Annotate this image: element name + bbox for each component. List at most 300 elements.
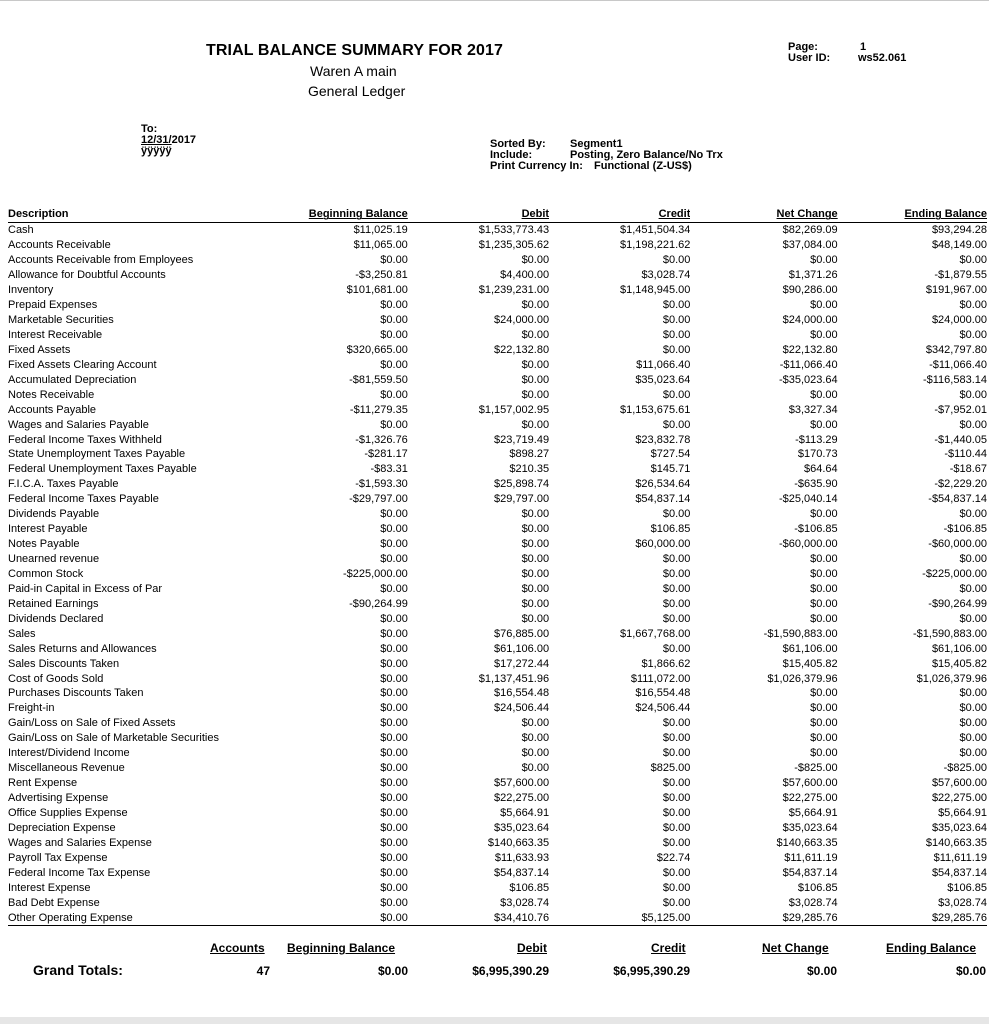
cell-credit: $5,125.00 xyxy=(641,911,691,924)
cell-description: Depreciation Expense xyxy=(8,821,116,834)
cell-net-change: $22,275.00 xyxy=(782,792,838,805)
cell-ending-balance: $11,611.19 xyxy=(933,851,987,864)
cell-description: Payroll Tax Expense xyxy=(8,851,108,864)
table-row xyxy=(8,283,987,298)
cell-description: Federal Unemployment Taxes Payable xyxy=(8,463,197,476)
page-info-values xyxy=(858,42,906,64)
cell-ending-balance: $342,797.80 xyxy=(925,343,987,356)
cell-debit: $1,239,231.00 xyxy=(478,284,550,297)
cell-credit: $0.00 xyxy=(662,866,691,879)
grand-totals-label: Grand Totals: xyxy=(33,962,123,978)
cell-description: Wages and Salaries Payable xyxy=(8,418,149,431)
cell-description: Sales Discounts Taken xyxy=(8,657,120,670)
company-name: Waren A main xyxy=(310,63,397,79)
table-row xyxy=(8,477,987,492)
cell-description: Gain/Loss on Sale of Marketable Securities xyxy=(8,732,219,745)
cell-ending-balance: $35,023.64 xyxy=(931,821,987,834)
cell-debit: $0.00 xyxy=(521,299,550,312)
cell-debit: $5,664.91 xyxy=(500,806,550,819)
page-number: 1 xyxy=(860,41,867,53)
cell-net-change: -$106.85 xyxy=(794,523,838,536)
cell-net-change: $0.00 xyxy=(810,732,838,745)
totals-beginning-value: $0.00 xyxy=(377,964,408,978)
totals-accounts-value: 47 xyxy=(256,964,270,978)
cell-credit: $0.00 xyxy=(662,836,691,849)
cell-net-change: $0.00 xyxy=(810,717,838,730)
table-row xyxy=(8,865,987,880)
cell-debit: $0.00 xyxy=(521,508,550,521)
totals-ending-value: $0.00 xyxy=(955,964,986,978)
table-row xyxy=(8,298,987,313)
cell-debit: $25,898.74 xyxy=(494,478,550,491)
cell-description: Prepaid Expenses xyxy=(8,299,98,312)
table-row xyxy=(8,313,987,328)
cell-ending-balance: $0.00 xyxy=(959,508,987,521)
cell-credit: $24,506.44 xyxy=(635,702,691,715)
cell-ending-balance: $0.00 xyxy=(959,254,987,267)
cell-credit: $0.00 xyxy=(662,343,691,356)
cell-credit: $1,667,768.00 xyxy=(620,627,691,640)
cell-description: Unearned revenue xyxy=(8,553,100,566)
cell-credit: $0.00 xyxy=(662,777,691,790)
cell-net-change: $0.00 xyxy=(810,388,838,401)
cell-beginning-balance: $0.00 xyxy=(380,328,408,341)
cell-beginning-balance: $0.00 xyxy=(380,314,408,327)
totals-debit-value: $6,995,390.29 xyxy=(472,964,549,978)
cell-debit: $0.00 xyxy=(521,717,550,730)
currency-label: Print Currency In: xyxy=(490,160,583,172)
cell-description: Bad Debt Expense xyxy=(8,896,100,909)
col-debit: Debit xyxy=(521,208,550,221)
cell-credit: $0.00 xyxy=(662,508,691,521)
cell-credit: $60,000.00 xyxy=(635,538,691,551)
table-row xyxy=(8,552,987,567)
cell-net-change: $22,132.80 xyxy=(782,343,838,356)
cell-ending-balance: $0.00 xyxy=(959,747,987,760)
cell-beginning-balance: $0.00 xyxy=(380,642,408,655)
cell-description: Gain/Loss on Sale of Fixed Assets xyxy=(8,717,176,730)
cell-net-change: $24,000.00 xyxy=(782,314,838,327)
cell-net-change: $61,106.00 xyxy=(782,642,838,655)
table-row xyxy=(8,581,987,596)
table-row xyxy=(8,402,987,417)
cell-beginning-balance: $0.00 xyxy=(380,299,408,312)
table-row xyxy=(8,641,987,656)
cell-debit: $34,410.76 xyxy=(494,911,550,924)
cell-credit: $0.00 xyxy=(662,299,691,312)
cell-debit: $0.00 xyxy=(521,732,550,745)
cell-ending-balance: -$106.85 xyxy=(943,523,987,536)
cell-beginning-balance: $0.00 xyxy=(380,687,408,700)
cell-description: Interest Receivable xyxy=(8,328,103,341)
cell-ending-balance: $93,294.28 xyxy=(931,224,987,237)
cell-beginning-balance: $0.00 xyxy=(380,508,408,521)
cell-credit: $111,072.00 xyxy=(630,672,691,685)
col-ending-balance: Ending Balance xyxy=(904,208,987,221)
table-row xyxy=(8,895,987,910)
cell-debit: $106.85 xyxy=(509,881,550,894)
cell-description: Federal Income Taxes Withheld xyxy=(8,433,162,446)
cell-debit: $0.00 xyxy=(521,373,550,386)
table-row xyxy=(8,746,987,761)
cell-net-change: $54,837.14 xyxy=(782,866,838,879)
cell-net-change: $0.00 xyxy=(810,597,838,610)
totals-debit-label: Debit xyxy=(517,941,547,955)
cell-ending-balance: -$60,000.00 xyxy=(928,538,987,551)
report-title: TRIAL BALANCE SUMMARY FOR 2017 xyxy=(206,42,503,59)
trial-balance-table xyxy=(8,207,987,926)
cell-debit: $210.35 xyxy=(509,463,550,476)
cell-description: Sales Returns and Allowances xyxy=(8,642,157,655)
cell-beginning-balance: $0.00 xyxy=(380,836,408,849)
col-beginning-balance: Beginning Balance xyxy=(308,208,408,221)
cell-credit: $35,023.64 xyxy=(635,373,691,386)
cell-ending-balance: $24,000.00 xyxy=(931,314,987,327)
cell-description: State Unemployment Taxes Payable xyxy=(8,448,186,461)
cell-credit: $1,866.62 xyxy=(641,657,691,670)
cell-ending-balance: -$116,583.14 xyxy=(922,373,987,386)
cell-description: Paid-in Capital in Excess of Par xyxy=(8,582,163,595)
cell-net-change: $0.00 xyxy=(810,508,838,521)
table-row xyxy=(8,268,987,283)
cell-net-change: -$635.90 xyxy=(794,478,838,491)
table-row xyxy=(8,342,987,357)
col-credit: Credit xyxy=(658,208,691,221)
table-row xyxy=(8,253,987,268)
cell-beginning-balance: $0.00 xyxy=(380,702,408,715)
cell-ending-balance: -$18.67 xyxy=(949,463,987,476)
cell-ending-balance: $106.85 xyxy=(947,881,987,894)
cell-ending-balance: -$225,000.00 xyxy=(922,567,987,580)
cell-ending-balance: $0.00 xyxy=(959,299,987,312)
cell-credit: $0.00 xyxy=(662,747,691,760)
cell-net-change: $0.00 xyxy=(810,747,838,760)
cell-net-change: $64.64 xyxy=(804,463,838,476)
cell-ending-balance: -$11,066.40 xyxy=(929,358,987,371)
cell-beginning-balance: $0.00 xyxy=(380,792,408,805)
cell-beginning-balance: -$29,797.00 xyxy=(349,493,408,506)
page-info-labels xyxy=(788,42,830,64)
cell-credit: $825.00 xyxy=(650,762,691,775)
cell-net-change: $15,405.82 xyxy=(782,657,838,670)
cell-net-change: -$1,590,883.00 xyxy=(763,627,838,640)
cell-net-change: $0.00 xyxy=(810,582,838,595)
cell-ending-balance: $54,837.14 xyxy=(931,866,987,879)
to-label: To: xyxy=(141,123,158,135)
cell-net-change: $90,286.00 xyxy=(782,284,838,297)
table-row xyxy=(8,656,987,671)
sort-values xyxy=(570,139,723,172)
cell-net-change: $1,371.26 xyxy=(788,269,838,282)
table-row xyxy=(8,387,987,402)
table-row xyxy=(8,626,987,641)
cell-ending-balance: $0.00 xyxy=(959,582,987,595)
table-row xyxy=(8,835,987,850)
cell-beginning-balance: $0.00 xyxy=(380,821,408,834)
table-row xyxy=(8,462,987,477)
cell-ending-balance: -$110.44 xyxy=(944,448,987,461)
cell-beginning-balance: $0.00 xyxy=(380,538,408,551)
cell-beginning-balance: -$81,559.50 xyxy=(349,373,408,386)
totals-accounts-label: Accounts xyxy=(210,941,265,955)
cell-debit: $0.00 xyxy=(521,358,550,371)
table-row xyxy=(8,716,987,731)
cell-net-change: $0.00 xyxy=(810,299,838,312)
cell-net-change: $1,026,379.96 xyxy=(767,672,838,685)
cell-beginning-balance: $0.00 xyxy=(380,896,408,909)
cell-debit: $898.27 xyxy=(509,448,550,461)
cell-description: Cost of Goods Sold xyxy=(8,672,104,685)
cell-debit: $22,132.80 xyxy=(494,343,550,356)
cell-credit: $0.00 xyxy=(662,806,691,819)
cell-ending-balance: $191,967.00 xyxy=(925,284,987,297)
table-row xyxy=(8,567,987,582)
cell-net-change: $0.00 xyxy=(810,418,838,431)
cell-credit: $0.00 xyxy=(662,717,691,730)
cell-credit: $727.54 xyxy=(650,448,691,461)
table-row xyxy=(8,447,987,462)
cell-ending-balance: -$90,264.99 xyxy=(928,597,987,610)
cell-beginning-balance: $0.00 xyxy=(380,762,408,775)
cell-ending-balance: $0.00 xyxy=(959,553,987,566)
cell-ending-balance: -$2,229.20 xyxy=(934,478,987,491)
cell-beginning-balance: $0.00 xyxy=(380,358,408,371)
table-row xyxy=(8,761,987,776)
cell-beginning-balance: $0.00 xyxy=(380,911,408,924)
cell-net-change: $3,327.34 xyxy=(788,403,838,416)
cell-ending-balance: $0.00 xyxy=(959,418,987,431)
table-row xyxy=(8,522,987,537)
cell-net-change: $140,663.35 xyxy=(776,836,838,849)
cell-beginning-balance: -$1,593.30 xyxy=(355,478,408,491)
cell-ending-balance: $15,405.82 xyxy=(931,657,987,670)
cell-debit: $23,719.49 xyxy=(494,433,550,446)
cell-net-change: -$60,000.00 xyxy=(778,538,838,551)
cell-description: Marketable Securities xyxy=(8,314,114,327)
cell-description: Federal Income Taxes Payable xyxy=(8,493,159,506)
cell-beginning-balance: $0.00 xyxy=(380,523,408,536)
totals-net-label: Net Change xyxy=(762,941,829,955)
col-description: Description xyxy=(8,208,69,221)
cell-debit: $0.00 xyxy=(521,762,550,775)
cell-ending-balance: $0.00 xyxy=(959,732,987,745)
cell-credit: $0.00 xyxy=(662,881,691,894)
cell-net-change: $0.00 xyxy=(810,687,838,700)
cell-description: Miscellaneous Revenue xyxy=(8,762,125,775)
cell-description: Purchases Discounts Taken xyxy=(8,687,144,700)
table-row xyxy=(8,850,987,865)
table-row xyxy=(8,791,987,806)
cell-beginning-balance: $320,665.00 xyxy=(346,343,408,356)
table-row xyxy=(8,820,987,835)
table-row xyxy=(8,432,987,447)
cell-credit: $0.00 xyxy=(662,388,691,401)
cell-beginning-balance: $0.00 xyxy=(380,582,408,595)
cell-beginning-balance: $0.00 xyxy=(380,388,408,401)
cell-credit: $0.00 xyxy=(662,732,691,745)
cell-ending-balance: $57,600.00 xyxy=(931,777,987,790)
cell-net-change: $37,084.00 xyxy=(782,239,838,252)
user-id-label: User ID: xyxy=(788,52,831,64)
cell-beginning-balance: $0.00 xyxy=(380,418,408,431)
cell-credit: $0.00 xyxy=(662,254,691,267)
cell-net-change: -$825.00 xyxy=(794,762,838,775)
page-label: Page: xyxy=(788,41,818,53)
include-label: Include: xyxy=(490,149,533,161)
totals-credit-label: Credit xyxy=(651,941,686,955)
cell-credit: $0.00 xyxy=(662,418,691,431)
cell-credit: $0.00 xyxy=(662,567,691,580)
col-net-change: Net Change xyxy=(776,208,838,221)
cell-net-change: -$11,066.40 xyxy=(779,358,838,371)
cell-net-change: $35,023.64 xyxy=(782,821,838,834)
cell-debit: $0.00 xyxy=(521,567,550,580)
cell-description: Allowance for Doubtful Accounts xyxy=(8,269,166,282)
cell-credit: $0.00 xyxy=(662,553,691,566)
cell-ending-balance: -$825.00 xyxy=(943,762,987,775)
table-row xyxy=(8,806,987,821)
include-value: Posting, Zero Balance/No Trx xyxy=(570,149,723,161)
cell-beginning-balance: -$281.17 xyxy=(364,448,408,461)
cell-net-change: -$25,040.14 xyxy=(778,493,838,506)
table-row xyxy=(8,328,987,343)
cell-description: Accounts Receivable xyxy=(8,239,111,252)
cell-description: Accounts Receivable from Employees xyxy=(8,254,194,267)
cell-credit: $54,837.14 xyxy=(635,493,691,506)
cell-debit: $1,157,002.95 xyxy=(478,403,550,416)
table-row xyxy=(8,357,987,372)
cell-debit: $1,235,305.62 xyxy=(478,239,550,252)
cell-beginning-balance: -$83.31 xyxy=(370,463,408,476)
cell-description: Notes Payable xyxy=(8,538,80,551)
cell-net-change: $0.00 xyxy=(810,612,838,625)
cell-credit: $16,554.48 xyxy=(635,687,691,700)
cell-beginning-balance: $0.00 xyxy=(380,553,408,566)
cell-ending-balance: $29,285.76 xyxy=(931,911,987,924)
cell-description: Accumulated Depreciation xyxy=(8,373,137,386)
cell-ending-balance: -$1,879.55 xyxy=(934,269,987,282)
cell-net-change: $82,269.09 xyxy=(782,224,838,237)
cell-ending-balance: $0.00 xyxy=(959,388,987,401)
cell-debit: $57,600.00 xyxy=(494,777,550,790)
cell-net-change: $170.73 xyxy=(797,448,838,461)
cell-debit: $54,837.14 xyxy=(494,866,550,879)
cell-net-change: $11,611.19 xyxy=(784,851,838,864)
cell-beginning-balance: $0.00 xyxy=(380,612,408,625)
cell-credit: $0.00 xyxy=(662,821,691,834)
cell-debit: $61,106.00 xyxy=(494,642,550,655)
cell-debit: $76,885.00 xyxy=(494,627,550,640)
cell-net-change: $29,285.76 xyxy=(782,911,838,924)
cell-description: Fixed Assets xyxy=(8,343,71,356)
cell-ending-balance: $0.00 xyxy=(959,702,987,715)
totals-beginning-label: Beginning Balance xyxy=(287,941,396,955)
cell-debit: $0.00 xyxy=(521,388,550,401)
table-header-row xyxy=(8,207,987,222)
cell-net-change: $5,664.91 xyxy=(788,806,838,819)
table-row xyxy=(8,596,987,611)
cell-debit: $3,028.74 xyxy=(500,896,550,909)
cell-description: F.I.C.A. Taxes Payable xyxy=(8,478,119,491)
table-row xyxy=(8,671,987,686)
cell-ending-balance: -$1,590,883.00 xyxy=(912,627,987,640)
cell-description: Cash xyxy=(8,224,34,237)
cell-description: Office Supplies Expense xyxy=(8,806,128,819)
cell-beginning-balance: -$3,250.81 xyxy=(355,269,408,282)
cell-net-change: $106.85 xyxy=(797,881,838,894)
cell-credit: $0.00 xyxy=(662,612,691,625)
cell-net-change: $0.00 xyxy=(810,553,838,566)
cell-ending-balance: $22,275.00 xyxy=(931,792,987,805)
cell-ending-balance: $0.00 xyxy=(959,717,987,730)
cell-description: Accounts Payable xyxy=(8,403,97,416)
cell-net-change: $0.00 xyxy=(810,702,838,715)
user-id-value: ws52.061 xyxy=(858,52,907,64)
cell-description: Sales xyxy=(8,627,36,640)
cell-description: Dividends Declared xyxy=(8,612,104,625)
cell-debit: $0.00 xyxy=(521,582,550,595)
cell-ending-balance: $0.00 xyxy=(959,612,987,625)
cell-ending-balance: -$54,837.14 xyxy=(928,493,987,506)
cell-debit: $0.00 xyxy=(521,328,550,341)
totals-ending-label: Ending Balance xyxy=(886,941,977,955)
cell-credit: $1,451,504.34 xyxy=(620,224,691,237)
cell-credit: $3,028.74 xyxy=(641,269,691,282)
cell-ending-balance: $48,149.00 xyxy=(931,239,987,252)
cell-credit: $0.00 xyxy=(662,792,691,805)
table-row xyxy=(8,910,987,925)
cell-net-change: $57,600.00 xyxy=(782,777,838,790)
cell-beginning-balance: $101,681.00 xyxy=(346,284,408,297)
cell-debit: $22,275.00 xyxy=(494,792,550,805)
cell-net-change: $3,028.74 xyxy=(788,896,838,909)
cell-credit: $0.00 xyxy=(662,597,691,610)
to-extra: ÿÿÿÿÿ xyxy=(141,145,172,157)
table-row xyxy=(8,238,987,253)
cell-debit: $140,663.35 xyxy=(487,836,550,849)
cell-debit: $17,272.44 xyxy=(494,657,550,670)
cell-debit: $0.00 xyxy=(521,254,550,267)
cell-description: Interest/Dividend Income xyxy=(8,747,130,760)
table-row xyxy=(8,222,987,237)
cell-credit: $0.00 xyxy=(662,314,691,327)
cell-beginning-balance: $0.00 xyxy=(380,627,408,640)
cell-description: Rent Expense xyxy=(8,777,78,790)
cell-debit: $16,554.48 xyxy=(494,687,550,700)
cell-credit: $0.00 xyxy=(662,328,691,341)
table-row xyxy=(8,611,987,626)
table-row xyxy=(8,686,987,701)
cell-beginning-balance: $0.00 xyxy=(380,777,408,790)
table-row xyxy=(8,537,987,552)
cell-ending-balance: $0.00 xyxy=(959,687,987,700)
cell-description: Wages and Salaries Expense xyxy=(8,836,152,849)
table-row xyxy=(8,701,987,716)
cell-net-change: $0.00 xyxy=(810,567,838,580)
cell-credit: $0.00 xyxy=(662,642,691,655)
cell-ending-balance: $1,026,379.96 xyxy=(916,672,987,685)
table-row xyxy=(8,492,987,507)
cell-debit: $35,023.64 xyxy=(494,821,550,834)
table-row xyxy=(8,507,987,522)
cell-beginning-balance: $0.00 xyxy=(380,806,408,819)
cell-credit: $1,148,945.00 xyxy=(620,284,691,297)
cell-beginning-balance: $0.00 xyxy=(380,851,408,864)
cell-credit: $106.85 xyxy=(650,523,691,536)
cell-debit: $0.00 xyxy=(521,523,550,536)
cell-beginning-balance: -$11,279.35 xyxy=(349,403,408,416)
cell-description: Interest Expense xyxy=(8,881,91,894)
